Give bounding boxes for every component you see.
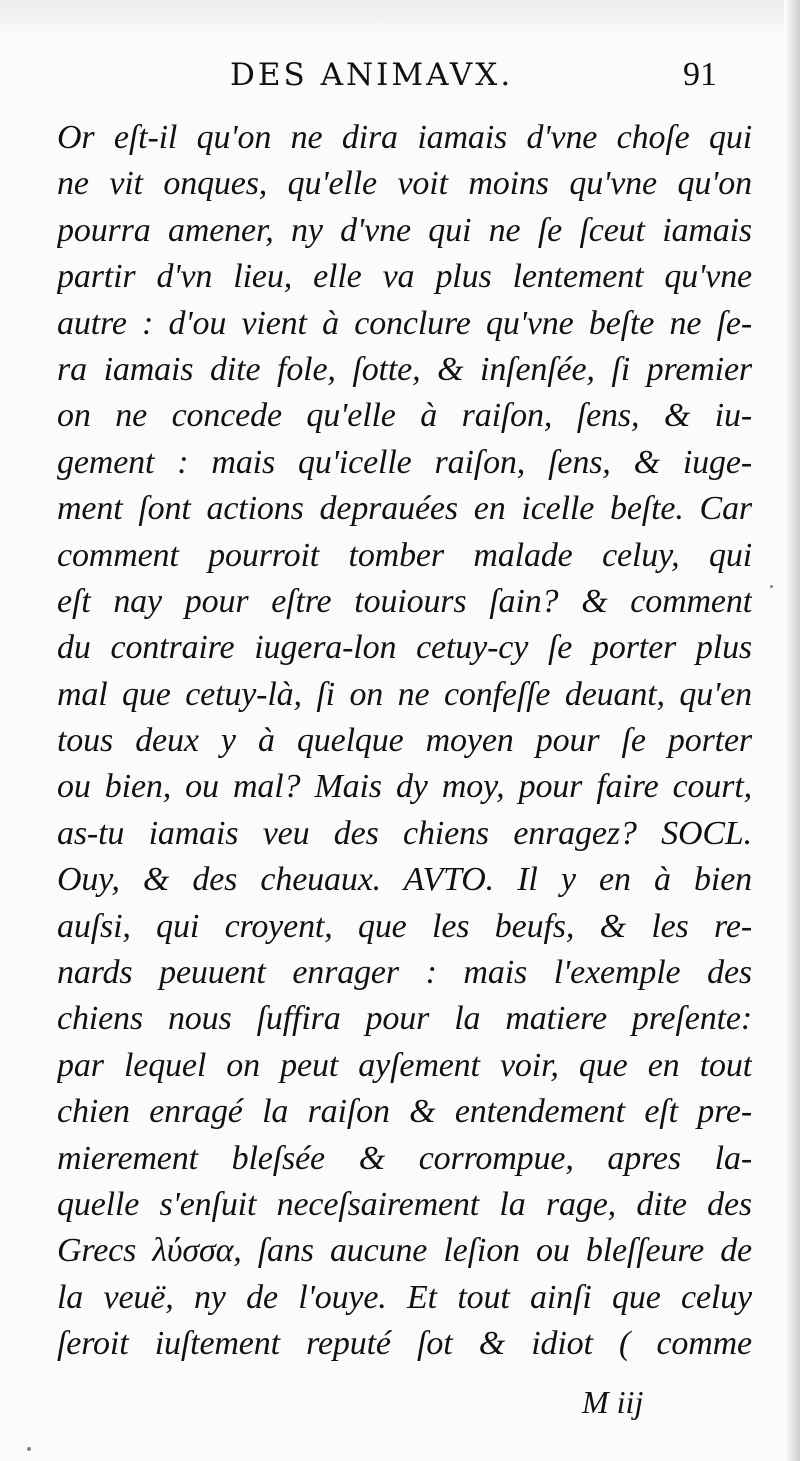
text-line: Or eſt-il qu'on ne dira iamais d'vne choſe qui (57, 119, 752, 156)
text-line: ou bien, ou mal? Mais dy moy, pour faire court, (57, 768, 752, 806)
text-line: gement : mais qu'icelle raiſon, ſens, & iuge- (57, 443, 752, 481)
text-line: ra iamais dite fole, ſotte, & inſenſée, ſi premier (57, 350, 752, 388)
text-line: eſt nay pour eſtre touiours ſain? & comment (57, 582, 752, 620)
running-head: DES ANIMAVX. (230, 57, 514, 93)
text-line: quelle s'enſuit neceſsairement la rage, dite des (57, 1185, 752, 1223)
text-line: autre : d'ou vient à conclure qu'vne beſte ne ſe- (57, 304, 752, 342)
ink-speck (770, 585, 773, 588)
signature-mark: M iij (582, 1384, 644, 1420)
text-line: chien enragé la raiſon & entendement eſt pre- (57, 1093, 752, 1131)
text-line: tous deux y à quelque moyen pour ſe porter (57, 722, 752, 760)
text-line: ne vit onques, qu'elle voit moins qu'vne qu'on (57, 165, 752, 203)
text-line: as-tu iamais veu des chiens enragez? SOCL. (57, 814, 752, 852)
text-line: partir d'vn lieu, elle va plus lentement qu'vne (57, 258, 752, 296)
text-line: on ne concede qu'elle à raiſon, ſens, & iu- (57, 397, 752, 435)
scan-shadow-top (0, 0, 800, 38)
text-line: chiens nous ſuffira pour la matiere preſente: (57, 1000, 752, 1038)
text-line: comment pourroit tomber malade celuy, qui (57, 536, 752, 574)
text-line: ment ſont actions deprauées en icelle beſte. Car (57, 490, 752, 528)
text-line: du contraire iugera-lon cetuy-cy ſe porter plus (57, 629, 752, 667)
ink-speck (27, 1447, 31, 1451)
text-line: par lequel on peut ayſement voir, que en tout (57, 1046, 752, 1084)
body-text (57, 115, 752, 1368)
text-line: nards peuuent enrager : mais l'exemple des (57, 954, 752, 992)
text-line: pourra amener, ny d'vne qui ne ſe ſceut iamais (57, 211, 752, 249)
scan-shadow-right (784, 0, 800, 1461)
text-line: Grecs λύσσα, ſans aucune leſion ou bleſſeure de (57, 1232, 752, 1270)
text-line: auſsi, qui croyent, que les beufs, & les re- (57, 907, 752, 945)
text-line: la veuë, ny de l'ouye. Et tout ainſi que celuy (57, 1278, 752, 1316)
text-line: Ouy, & des cheuaux. AVTO. Il y en à bien (57, 861, 752, 899)
text-line: mierement bleſsée & corrompue, apres la- (57, 1139, 752, 1177)
page-number: 91 (683, 56, 717, 93)
text-line: ſeroit iuſtement reputé ſot & idiot ( comme (57, 1325, 752, 1363)
text-line: mal que cetuy-là, ſi on ne confeſſe deuant, qu'en (57, 675, 752, 713)
